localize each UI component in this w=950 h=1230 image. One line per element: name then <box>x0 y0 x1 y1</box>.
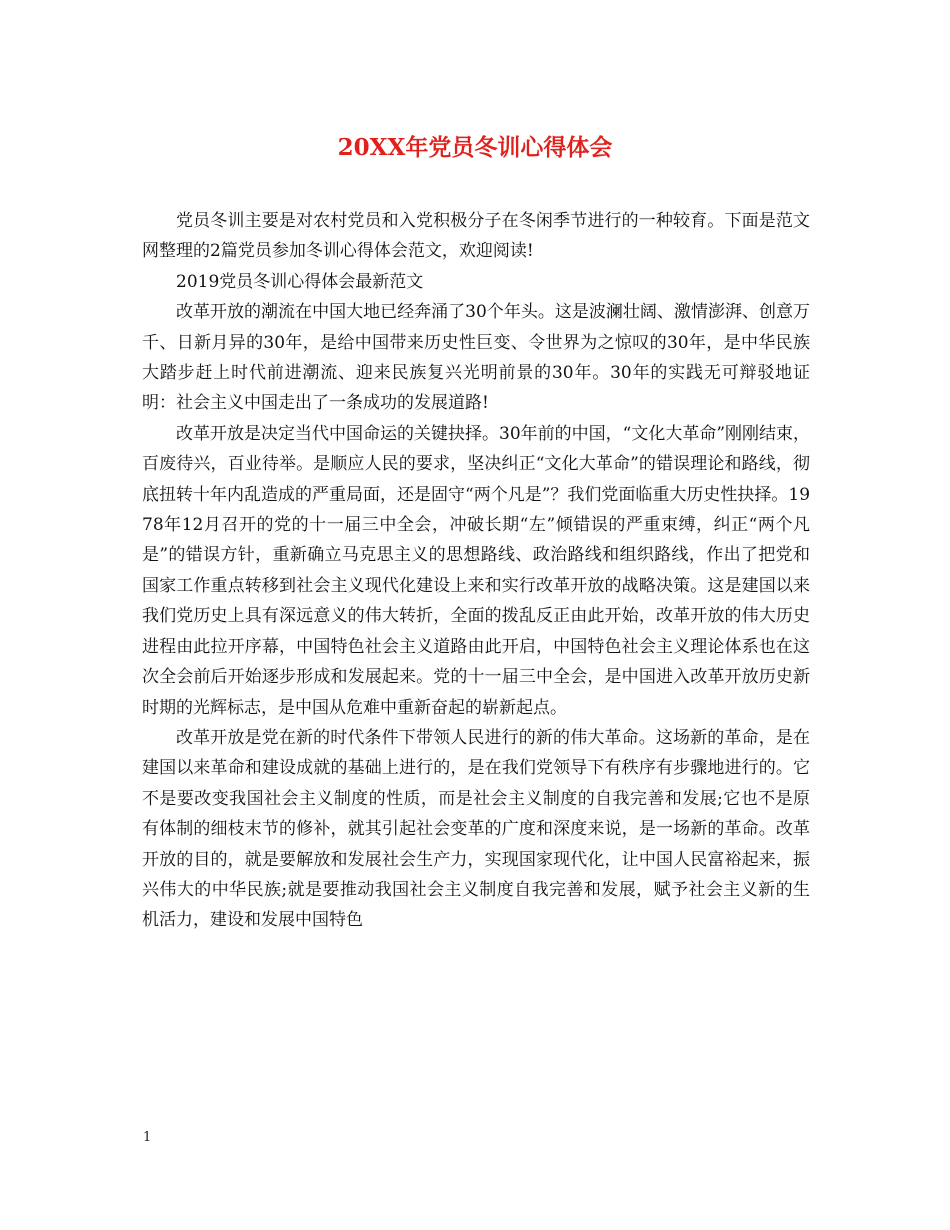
document-title: 20XX年党员冬训心得体会 <box>337 134 613 161</box>
paragraph-subheading: 2019党员冬训心得体会最新范文 <box>176 271 424 292</box>
page-number: 1 <box>143 1130 152 1145</box>
paragraph-body-2: 改革开放是决定当代中国命运的关键抉择。30年前的中国，“文化大革命”刚刚结束，百废待兴，百业待举。是顺应人民的要求，坚决纠正“文化大革命”的错误理论和路线，彻底扭转十年内乱造成的严重局面，还是固守“两个凡是”？我们党面临重大历史性抉择。1978年12月召开的党的十一届三中全会，冲破长期“左”倾错误的严重束缚，纠正“两个凡是”的错误方针，重新确立马克思主义的思想路线、政治路线和组织路线，作出了把党和国家工作重点转移到社会主义现代化建设上来和实行改革开放的战略决策。这是建国以来我们党历史上具有深远意义的伟大转折，全面的拨乱反正由此开始，改革开放的伟大历史进程由此拉开序幕，中国特色社会主义道路由此开启，中国特色社会主义理论体系也在这次全会前后开始逐步形成和发展起来。党的十一届三中全会，是中国进入改革开放历史新时期的光辉标志，是中国从危难中重新奋起的崭新起点。 <box>142 423 811 718</box>
paragraph-intro: 党员冬训主要是对农村党员和入党积极分子在冬闲季节进行的一种较育。下面是范文网整理的2篇党员参加冬训心得体会范文，欢迎阅读! <box>142 211 810 262</box>
paragraph-body-3: 改革开放是党在新的时代条件下带领人民进行的新的伟大革命。这场新的革命，是在建国以来革命和建设成就的基础上进行的，是在我们党领导下有秩序有步骤地进行的。它不是要改变我国社会主义制度的性质，而是社会主义制度的自我完善和发展;它也不是原有体制的细枝末节的修补，就其引起社会变革的广度和深度来说，是一场新的革命。改革开放的目的，就是要解放和发展社会生产力，实现国家现代化，让中国人民富裕起来，振兴伟大的中华民族;就是要推动我国社会主义制度自我完善和发展，赋予社会主义新的生机活力，建设和发展中国特色 <box>142 727 810 931</box>
document-body <box>142 206 810 936</box>
paragraph-body-1: 改革开放的潮流在中国大地已经奔涌了30个年头。这是波澜壮阔、激情澎湃、创意万千、日新月异的30年，是给中国带来历史性巨变、令世界为之惊叹的30年，是中华民族大踏步赶上时代前进潮流、迎来民族复兴光明前景的30年。30年的实践无可辩驳地证明：社会主义中国走出了一条成功的发展道路! <box>142 302 810 414</box>
